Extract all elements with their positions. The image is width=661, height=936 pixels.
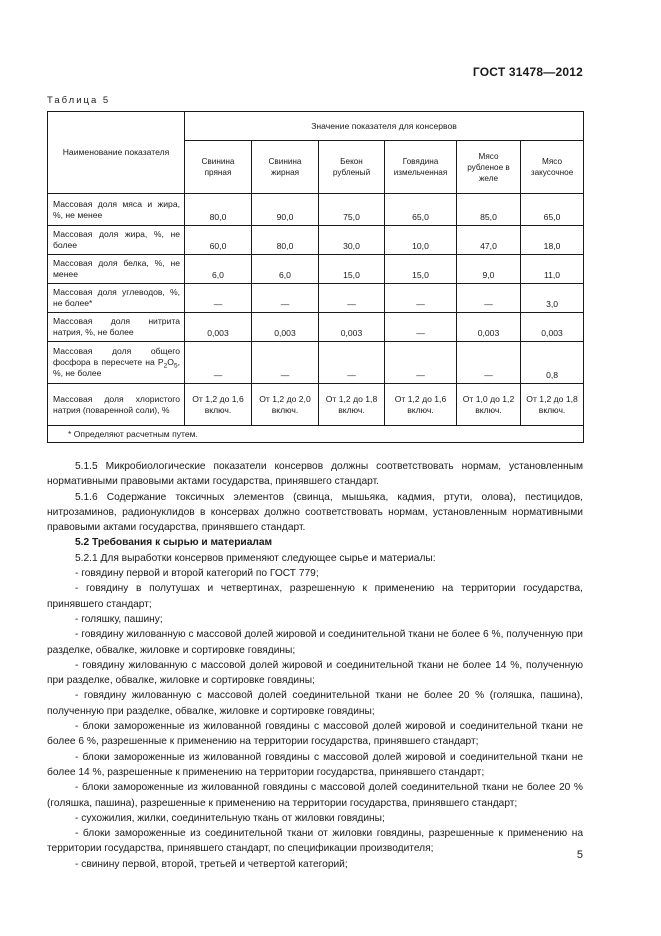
group-header: Значение показателя для консервов (185, 112, 584, 141)
cell: 9,0 (457, 255, 521, 284)
row-label: Массовая доля общего фосфора в пересчете на $P_2O_5$, %, не более (48, 342, 185, 384)
table-row (48, 342, 584, 384)
cell: — (185, 284, 252, 313)
cell: От 1,2 до 2,0 включ. (252, 384, 319, 426)
cell: 11,0 (521, 255, 584, 284)
table-caption: Таблица 5 (47, 95, 111, 106)
list-item: - говядину жилованную с массовой долей соединительной ткани не более 20 % (голяшка, пашина), полученную при разделке, обвалке, жиловке и сортировке говядины; (47, 690, 583, 717)
table-row (48, 313, 584, 342)
paragraph: 5.1.5 Микробиологические показатели консервов должны соответствовать нормам, установленным нормативными правовыми актами государства, принявшего стандарт. (47, 461, 583, 488)
cell: 65,0 (521, 194, 584, 226)
cell: — (385, 284, 457, 313)
row-label: Массовая доля жира, %, не более (48, 226, 185, 255)
list-item: - сухожилия, жилки, соединительную ткань от жиловки говядины; (75, 812, 385, 824)
cell: 47,0 (457, 226, 521, 255)
cell: От 1,0 до 1,2 включ. (457, 384, 521, 426)
row-label: Массовая доля углеводов, %, не более* (48, 284, 185, 313)
cell: 10,0 (385, 226, 457, 255)
cell: 65,0 (385, 194, 457, 226)
section-heading: 5.2 Требования к сырью и материалам (75, 537, 273, 549)
table-row (48, 384, 584, 426)
table-row (48, 194, 584, 226)
name-header: Наименование показателя (48, 112, 185, 194)
cell: 0,003 (319, 313, 385, 342)
cell: 6,0 (185, 255, 252, 284)
cell: 75,0 (319, 194, 385, 226)
cell: 3,0 (521, 284, 584, 313)
cell: От 1,2 до 1,8 включ. (521, 384, 584, 426)
cell: 80,0 (185, 194, 252, 226)
cell: 0,003 (521, 313, 584, 342)
column-header: Мясо рубленое в желе (457, 141, 521, 194)
list-item: - говядину жилованную с массовой долей жировой и соединительной ткани не более 14 %, полученную при разделке, обвалке, жиловке и сортировке говядины; (47, 659, 583, 687)
row-label: Массовая доля нитрита натрия, %, не более (48, 313, 185, 342)
list-item: - говядину жилованную с массовой долей жировой и соединительной ткани не более 6 %, полученную при разделке, обвалке, жиловке и сортировке говядины; (47, 629, 583, 656)
list-item: - блоки замороженные из жилованной говядины с массовой долей жировой и соединительной ткани не более 6 %, разрешенные к применению на территории государства, принявшего стандарт; (47, 721, 583, 748)
cell: — (457, 284, 521, 313)
cell: 0,003 (185, 313, 252, 342)
requirements-table (47, 111, 584, 443)
cell: От 1,2 до 1,6 включ. (385, 384, 457, 426)
cell: — (319, 284, 385, 313)
list-item: - блоки замороженные из жилованной говядины с массовой долей жировой и соединительной ткани не более 14 %, разрешенные к применению на территории государства, принявшего стандарт; (47, 751, 583, 778)
list-item: - блоки замороженные из жилованной говядины с массовой долей соединительной ткани не более 20 % (голяшка, пашина), разрешенные к применению на территории государства, принявшего стандарт; (47, 782, 583, 809)
column-header: Мясо закусочное (521, 141, 584, 194)
cell: 90,0 (252, 194, 319, 226)
cell: 0,003 (457, 313, 521, 342)
cell: — (385, 313, 457, 342)
cell: От 1,2 до 1,8 включ. (319, 384, 385, 426)
table-footnote: * Определяют расчетным путем. (48, 426, 584, 443)
row-label: Массовая доля белка, %, не менее (48, 255, 185, 284)
cell: — (385, 342, 457, 384)
table-row (48, 255, 584, 284)
cell: 18,0 (521, 226, 584, 255)
cell: — (252, 342, 319, 384)
cell: 15,0 (319, 255, 385, 284)
list-item: - свинину первой, второй, третьей и четвертой категорий; (75, 858, 348, 870)
cell: — (252, 284, 319, 313)
cell: 80,0 (252, 226, 319, 255)
cell: 0,003 (252, 313, 319, 342)
table-row (48, 226, 584, 255)
column-header: Говядина измельченная (385, 141, 457, 194)
cell: 85,0 (457, 194, 521, 226)
column-header: Бекон рубленый (319, 141, 385, 194)
cell: От 1,2 до 1,6 включ. (185, 384, 252, 426)
column-header: Свинина жирная (252, 141, 319, 194)
list-item: - говядину в полутушах и четвертинах, разрешенную к применению на территории государства, принявшего стандарт; (47, 583, 583, 610)
cell: 0,8 (521, 342, 584, 384)
paragraph: 5.1.6 Содержание токсичных элементов (свинца, мышьяка, кадмия, ртути, олова), пестицидов, нитрозаминов, радионуклидов в консервах должно соответствовать нормам, установленным нормативными правовыми актами государства, принявшего стандарт. (47, 491, 583, 534)
cell: — (319, 342, 385, 384)
list-item: - голяшку, пашину; (75, 613, 163, 625)
row-label: Массовая доля мяса и жира, %, не менее (48, 194, 185, 226)
cell: 15,0 (385, 255, 457, 284)
cell: — (185, 342, 252, 384)
page-number: 5 (576, 849, 583, 861)
table-row (48, 284, 584, 313)
list-item: - говядину первой и второй категорий по ГОСТ 779; (75, 568, 319, 580)
cell: 60,0 (185, 226, 252, 255)
standard-number: ГОСТ 31478—2012 (472, 65, 583, 79)
paragraph: 5.2.1 Для выработки консервов применяют следующее сырье и материалы: (75, 552, 436, 564)
list-item: - блоки замороженные из соединительной ткани от жиловки говядины, разрешенные к применению на территории государства, принявшего стандарт, по спецификации производителя; (47, 828, 583, 855)
cell: 30,0 (319, 226, 385, 255)
body-text (47, 459, 583, 872)
row-label: Массовая доля хлористого натрия (поваренной соли), % (48, 384, 185, 426)
column-header: Свинина пряная (185, 141, 252, 194)
cell: 6,0 (252, 255, 319, 284)
cell: — (457, 342, 521, 384)
